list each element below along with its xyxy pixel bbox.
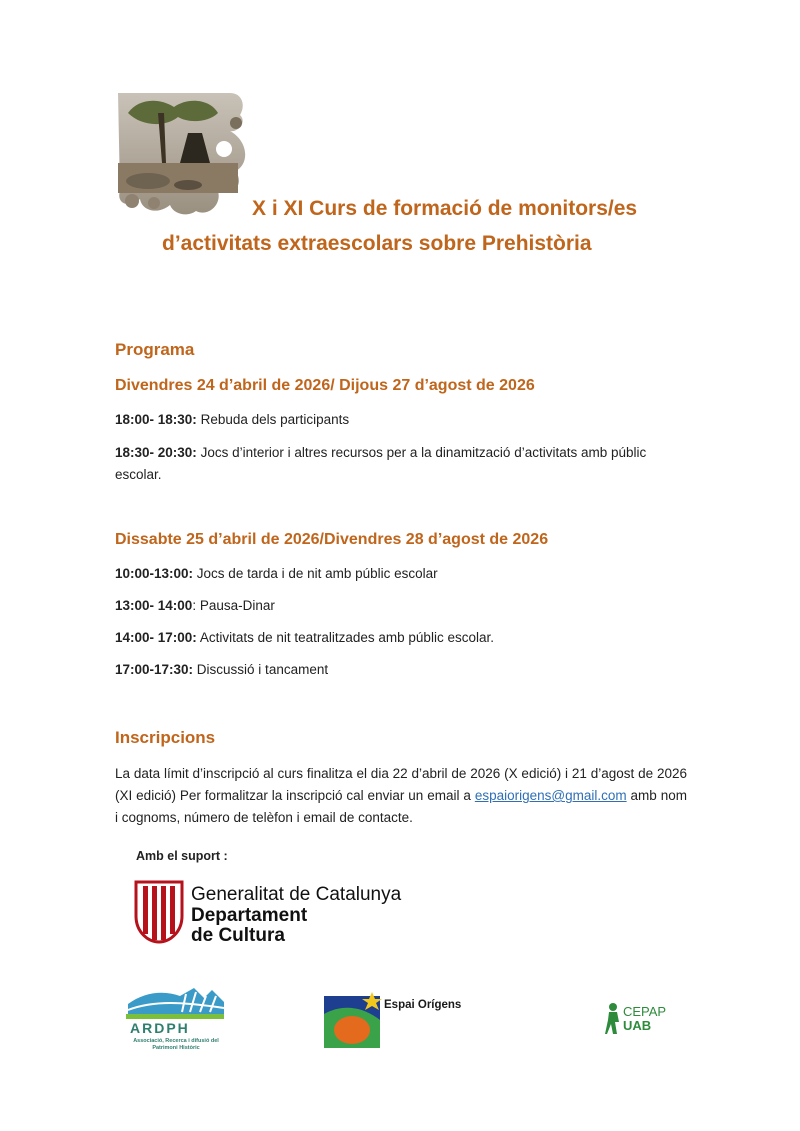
inscripcions-paragraph <box>115 763 687 829</box>
inscripcions-text: La data límit d’inscripció al curs finalitza el dia 22 d’abril de 2026 (X edició) i 21 d’agost de 2026 (XI edició) Per formalitzar la inscripció cal enviar un email a <box>115 766 687 803</box>
schedule-item <box>115 566 438 581</box>
schedule-time: 17:00-17:30: <box>115 662 194 677</box>
inscripcions-text-end: amb nom i cognoms, número de telèfon i email de contacte. <box>115 788 687 825</box>
day1-heading: Divendres 24 d’abril de 2026/ Dijous 27 d’agost de 2026 <box>115 377 535 394</box>
prehistoric-site-photo <box>118 93 250 217</box>
cepap-line-1: CEPAP <box>623 1004 667 1019</box>
schedule-time: 14:00- 17:00: <box>115 630 197 645</box>
gencat-line-1: Generalitat de Catalunya <box>191 884 402 905</box>
origens-name: Espai Orígens <box>384 999 462 1011</box>
schedule-text: Rebuda dels participants <box>196 412 350 427</box>
email-link[interactable]: espaiorigens@gmail.com <box>474 788 627 803</box>
senyera-shield-icon <box>134 880 184 944</box>
schedule-text: Activitats de nit teatralitzades amb públic escolar. <box>196 630 494 645</box>
generalitat-logo <box>134 880 404 946</box>
schedule-text: Jocs d’interior i altres recursos per a la dinamització d’activitats amb públic escolar. <box>115 445 647 482</box>
schedule-item <box>115 442 690 486</box>
schedule-item <box>115 630 494 645</box>
title-line-2: d’activitats extraescolars sobre Prehistòria <box>162 232 592 255</box>
ardph-subtitle: Associació, Recerca i difusió del Patrimoni Històric <box>133 1038 219 1051</box>
schedule-text: Jocs de tarda i de nit amb públic escolar <box>193 566 438 581</box>
gencat-line-2: Departament <box>191 905 308 926</box>
programa-heading: Programa <box>115 340 195 359</box>
inscripcions-heading: Inscripcions <box>115 728 216 747</box>
schedule-time: 18:30- 20:30: <box>115 445 197 460</box>
origens-mark-icon <box>322 990 382 1050</box>
schedule-text: Discussió i tancament <box>193 662 329 677</box>
day2-heading: Dissabte 25 d’abril de 2026/Divendres 28 d’agost de 2026 <box>115 531 549 548</box>
mountains-icon <box>124 984 228 1020</box>
cepap-logo <box>605 1000 680 1036</box>
gencat-line-3: de Cultura <box>191 925 285 946</box>
schedule-time: 13:00- 14:00 <box>115 598 193 613</box>
title-line-1: X i XI Curs de formació de monitors/es <box>252 197 638 220</box>
schedule-time: 10:00-13:00: <box>115 566 194 581</box>
ardph-name: ARDPH <box>130 1020 190 1036</box>
schedule-item <box>115 662 328 677</box>
schedule-text: : Pausa-Dinar <box>192 598 275 613</box>
schedule-item <box>115 412 349 427</box>
cepap-line-2: UAB <box>623 1018 652 1033</box>
schedule-time: 18:00- 18:30: <box>115 412 197 427</box>
schedule-item <box>115 598 275 613</box>
espai-origens-logo <box>322 990 482 1050</box>
support-label: Amb el suport : <box>136 849 228 863</box>
ardph-logo <box>124 984 228 1058</box>
cepap-figure-icon <box>605 1002 623 1036</box>
